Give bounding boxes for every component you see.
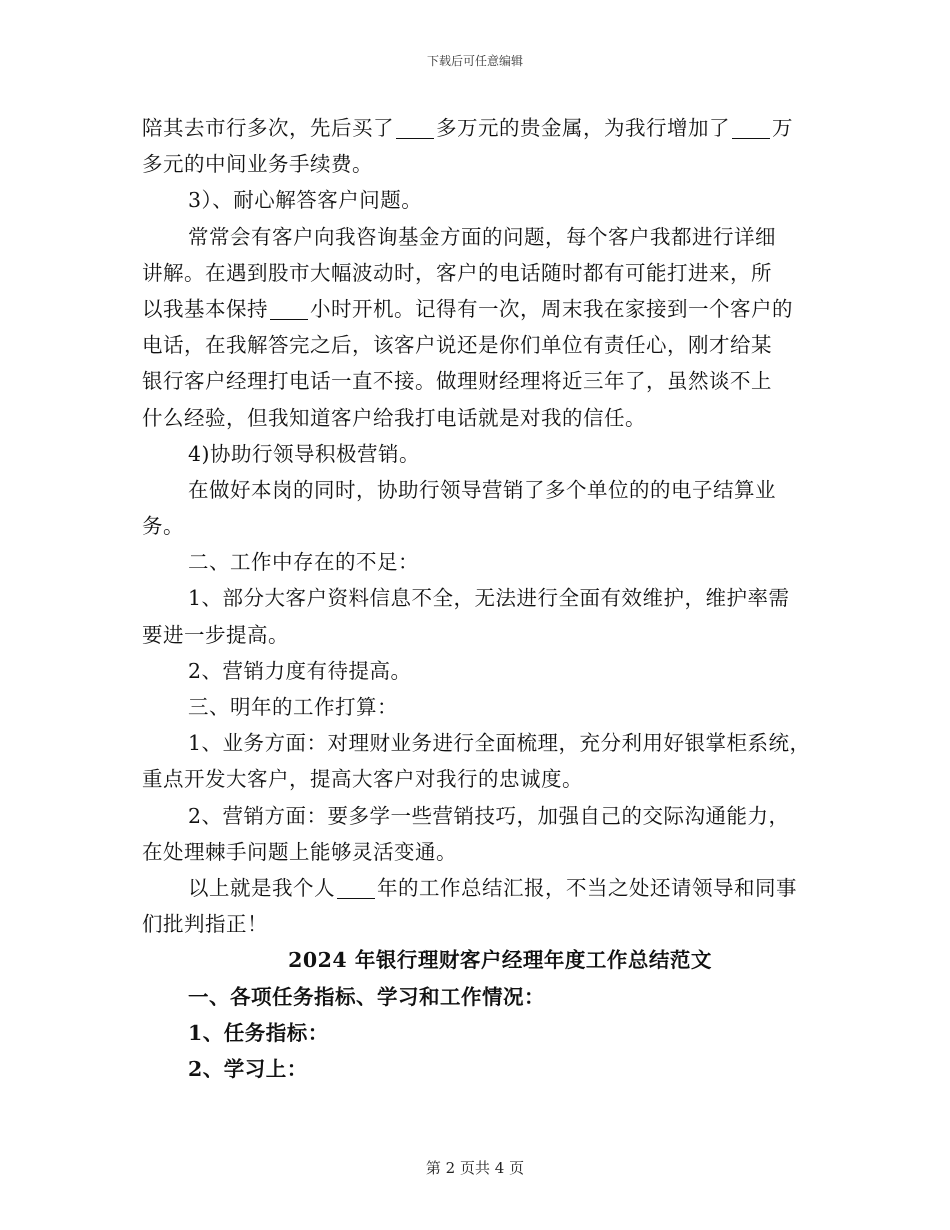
- text-segment: 小时开机。记得有一次，周末我在家接到一个客户的: [310, 296, 793, 321]
- page-footer: 第 2 页共 4 页: [425, 1159, 525, 1177]
- fill-blank: [732, 116, 770, 139]
- section-heading: 一、各项任务指标、学习和工作情况：: [188, 984, 545, 1009]
- paragraph-line: 在处理棘手问题上能够灵活变通。: [142, 839, 457, 864]
- fill-blank: [270, 297, 308, 320]
- section-heading: 二、工作中存在的不足：: [188, 550, 419, 575]
- paragraph-line: 什么经验，但我知道客户给我打电话就是对我的信任。: [142, 405, 646, 430]
- paragraph-line: 在做好本岗的同时，协助行领导营销了多个单位的的电子结算业: [188, 477, 776, 502]
- text-segment: 年的工作总结汇报，不当之处还请领导和同事: [377, 875, 797, 900]
- section-subheading: 2、学习上：: [188, 1056, 308, 1081]
- text-segment: 以我基本保持: [142, 296, 268, 321]
- paragraph-line: [142, 870, 818, 906]
- paragraph-line: [142, 291, 818, 327]
- paragraph-line: 2、营销方面：要多学一些营销技巧，加强自己的交际沟通能力，: [188, 803, 790, 828]
- paragraph-line: 们批判指正！: [142, 912, 268, 937]
- text-segment: 陪其去市行多次，先后买了: [142, 116, 394, 140]
- paragraph-line: 重点开发大客户，提高大客户对我行的忠诚度。: [142, 767, 583, 792]
- paragraph-line: 银行客户经理打电话一直不接。做理财经理将近三年了，虽然谈不上: [142, 369, 772, 394]
- document-body: [142, 110, 818, 1087]
- paragraph-line: 讲解。在遇到股市大幅波动时，客户的电话随时都有可能打进来，所: [142, 260, 772, 285]
- paragraph-line: 电话，在我解答完之后，该客户说还是你们单位有责任心，刚才给某: [142, 333, 772, 358]
- paragraph-line: 多元的中间业务手续费。: [142, 152, 373, 177]
- section-subheading: 4)协助行领导积极营销。: [188, 441, 421, 466]
- paragraph-line: 务。: [142, 514, 184, 539]
- page-header: 下载后可任意编辑: [426, 54, 523, 68]
- fill-blank: [337, 876, 375, 899]
- section-subheading: 1、任务指标：: [188, 1020, 329, 1045]
- document-title: 2024 年银行理财客户经理年度工作总结范文: [288, 948, 712, 973]
- paragraph-line: 1、部分大客户资料信息不全，无法进行全面有效维护，维护率需: [188, 586, 790, 611]
- text-segment: 以上就是我个人: [188, 875, 335, 900]
- paragraph-line: 1、业务方面：对理财业务进行全面梳理，充分利用好银掌柜系统，: [188, 731, 811, 756]
- paragraph-line: [142, 110, 818, 146]
- section-heading: 三、明年的工作打算：: [188, 695, 398, 719]
- paragraph-line: 常常会有客户向我咨询基金方面的问题，每个客户我都进行详细: [188, 224, 776, 249]
- section-subheading: 3）、耐心解答客户问题。: [188, 188, 423, 213]
- paragraph-line: 2、营销力度有待提高。: [188, 658, 412, 683]
- fill-blank: [396, 116, 434, 139]
- text-segment: 多万元的贵金属，为我行增加了: [436, 116, 730, 140]
- text-segment: 万: [772, 116, 793, 140]
- paragraph-line: 要进一步提高。: [142, 622, 289, 647]
